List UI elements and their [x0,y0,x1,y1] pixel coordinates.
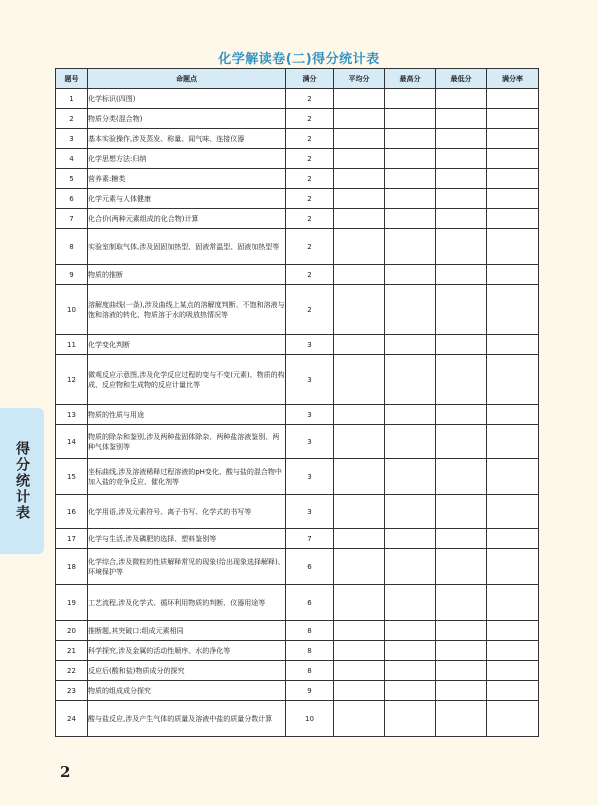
lowest-score-cell [436,335,487,355]
question-number-cell: 7 [56,209,88,229]
table-row [56,189,539,209]
table-row [56,285,539,335]
topic-cell: 物质的组成成分探究 [88,681,286,701]
full-score-cell: 2 [286,265,334,285]
topic-cell: 科学探究,涉及金属的活动性顺序、水的净化等 [88,641,286,661]
question-number-cell: 14 [56,425,88,459]
topic-cell: 基本实验操作,涉及蒸发、称量、闻气味、连接仪器 [88,129,286,149]
topic-cell: 工艺流程,涉及化学式、循环利用物质的判断、仪器用途等 [88,585,286,621]
full-score-rate-cell [487,661,539,681]
highest-score-cell [385,495,436,529]
full-score-rate-cell [487,459,539,495]
full-score-cell: 3 [286,355,334,405]
side-tab [0,408,44,554]
topic-cell: 物质的性质与用途 [88,405,286,425]
full-score-rate-cell [487,405,539,425]
highest-score-cell [385,425,436,459]
highest-score-cell [385,189,436,209]
full-score-rate-cell [487,641,539,661]
full-score-rate-cell [487,335,539,355]
full-score-rate-cell [487,285,539,335]
page-number: 2 [60,763,71,781]
average-score-cell [334,701,385,737]
lowest-score-cell [436,585,487,621]
average-score-cell [334,355,385,405]
topic-cell: 酸与盐反应,涉及产生气体的质量及溶液中盐的质量分数计算 [88,701,286,737]
question-number-cell: 12 [56,355,88,405]
full-score-cell: 6 [286,549,334,585]
highest-score-cell [385,621,436,641]
lowest-score-cell [436,89,487,109]
average-score-cell [334,495,385,529]
highest-score-cell [385,265,436,285]
average-score-cell [334,335,385,355]
question-number-cell: 16 [56,495,88,529]
full-score-rate-cell [487,129,539,149]
question-number-cell: 24 [56,701,88,737]
topic-cell: 推断题,其突破口:组成元素相同 [88,621,286,641]
full-score-cell: 3 [286,425,334,459]
lowest-score-cell [436,661,487,681]
table-row [56,641,539,661]
table-row [56,89,539,109]
highest-score-cell [385,681,436,701]
question-number-cell: 13 [56,405,88,425]
lowest-score-cell [436,459,487,495]
table-row [56,169,539,189]
full-score-rate-cell [487,681,539,701]
lowest-score-cell [436,549,487,585]
topic-cell: 物质的除杂和鉴别,涉及两种盐固体除杂、两种盐溶液鉴别、两种气体鉴别等 [88,425,286,459]
topic-cell: 物质分类(混合物) [88,109,286,129]
full-score-rate-cell [487,549,539,585]
topic-cell: 化学元素与人体健康 [88,189,286,209]
lowest-score-cell [436,189,487,209]
table-row [56,149,539,169]
table-row [56,355,539,405]
full-score-rate-cell [487,585,539,621]
full-score-rate-cell [487,621,539,641]
full-score-cell: 3 [286,335,334,355]
topic-cell: 化学与生活,涉及磷肥的选择、塑料鉴别等 [88,529,286,549]
full-score-cell: 9 [286,681,334,701]
topic-cell: 微观反应示意图,涉及化学反应过程的变与不变(元素)、物质的构成、反应物和生成物的反应计量比等 [88,355,286,405]
full-score-cell: 2 [286,229,334,265]
average-score-cell [334,285,385,335]
average-score-cell [334,621,385,641]
highest-score-cell [385,585,436,621]
full-score-rate-cell [487,495,539,529]
topic-cell: 化学变化判断 [88,335,286,355]
highest-score-cell [385,129,436,149]
full-score-cell: 10 [286,701,334,737]
question-number-cell: 6 [56,189,88,209]
full-score-cell: 7 [286,529,334,549]
average-score-cell [334,641,385,661]
table-row [56,701,539,737]
highest-score-cell [385,209,436,229]
question-number-cell: 1 [56,89,88,109]
topic-cell: 化学用语,涉及元素符号、离子书写、化学式的书写等 [88,495,286,529]
full-score-cell: 2 [286,169,334,189]
lowest-score-cell [436,355,487,405]
full-score-rate-cell [487,149,539,169]
lowest-score-cell [436,405,487,425]
question-number-cell: 5 [56,169,88,189]
highest-score-cell [385,149,436,169]
question-number-cell: 15 [56,459,88,495]
question-number-cell: 9 [56,265,88,285]
table-row [56,459,539,495]
question-number-cell: 10 [56,285,88,335]
highest-score-cell [385,549,436,585]
lowest-score-cell [436,285,487,335]
table-row [56,549,539,585]
lowest-score-cell [436,209,487,229]
average-score-cell [334,425,385,459]
full-score-rate-cell [487,355,539,405]
full-score-rate-cell [487,229,539,265]
column-header: 题号 [56,69,88,89]
page-title: 化学解读卷(二)得分统计表 [218,52,380,67]
highest-score-cell [385,661,436,681]
full-score-cell: 8 [286,661,334,681]
full-score-rate-cell [487,701,539,737]
lowest-score-cell [436,265,487,285]
lowest-score-cell [436,229,487,265]
full-score-cell: 3 [286,405,334,425]
full-score-cell: 3 [286,495,334,529]
highest-score-cell [385,701,436,737]
table-row [56,335,539,355]
question-number-cell: 2 [56,109,88,129]
lowest-score-cell [436,681,487,701]
column-header: 最低分 [436,69,487,89]
full-score-cell: 2 [286,109,334,129]
question-number-cell: 11 [56,335,88,355]
full-score-rate-cell [487,265,539,285]
full-score-cell: 6 [286,585,334,621]
average-score-cell [334,129,385,149]
question-number-cell: 23 [56,681,88,701]
topic-cell: 溶解度曲线(一条),涉及曲线上某点的溶解度判断、不饱和溶液与饱和溶液的转化、物质溶于水的吸放热情况等 [88,285,286,335]
question-number-cell: 4 [56,149,88,169]
column-header: 命题点 [88,69,286,89]
score-table [55,68,539,737]
topic-cell: 化学思想方法:归纳 [88,149,286,169]
average-score-cell [334,585,385,621]
table-row [56,661,539,681]
lowest-score-cell [436,169,487,189]
question-number-cell: 19 [56,585,88,621]
highest-score-cell [385,355,436,405]
topic-cell: 营养素:糖类 [88,169,286,189]
highest-score-cell [385,229,436,265]
topic-cell: 反应后(酸和盐)物质成分的探究 [88,661,286,681]
lowest-score-cell [436,109,487,129]
table-row [56,265,539,285]
table-row [56,681,539,701]
lowest-score-cell [436,425,487,459]
average-score-cell [334,405,385,425]
topic-cell: 化学标识(四图) [88,89,286,109]
question-number-cell: 20 [56,621,88,641]
highest-score-cell [385,285,436,335]
topic-cell: 化合价(两种元素组成的化合物)计算 [88,209,286,229]
highest-score-cell [385,641,436,661]
average-score-cell [334,209,385,229]
highest-score-cell [385,169,436,189]
average-score-cell [334,265,385,285]
topic-cell: 实验室制取气体,涉及固固加热型、固液常温型、固液加热型等 [88,229,286,265]
lowest-score-cell [436,495,487,529]
full-score-cell: 2 [286,285,334,335]
lowest-score-cell [436,701,487,737]
average-score-cell [334,169,385,189]
question-number-cell: 8 [56,229,88,265]
table-row [56,129,539,149]
highest-score-cell [385,335,436,355]
table-row [56,529,539,549]
full-score-cell: 2 [286,149,334,169]
table-row [56,495,539,529]
highest-score-cell [385,89,436,109]
column-header: 平均分 [334,69,385,89]
table-row [56,585,539,621]
side-tab-label: 得分统计表 [14,441,30,521]
full-score-rate-cell [487,189,539,209]
full-score-cell: 8 [286,621,334,641]
average-score-cell [334,189,385,209]
table-body [56,89,539,737]
table-row [56,621,539,641]
question-number-cell: 18 [56,549,88,585]
average-score-cell [334,229,385,265]
table-row [56,209,539,229]
average-score-cell [334,549,385,585]
lowest-score-cell [436,621,487,641]
full-score-rate-cell [487,89,539,109]
question-number-cell: 17 [56,529,88,549]
question-number-cell: 21 [56,641,88,661]
table-row [56,405,539,425]
lowest-score-cell [436,149,487,169]
full-score-rate-cell [487,209,539,229]
average-score-cell [334,149,385,169]
highest-score-cell [385,405,436,425]
question-number-cell: 22 [56,661,88,681]
lowest-score-cell [436,129,487,149]
column-header: 满分率 [487,69,539,89]
full-score-cell: 2 [286,189,334,209]
average-score-cell [334,529,385,549]
full-score-cell: 3 [286,459,334,495]
full-score-cell: 8 [286,641,334,661]
highest-score-cell [385,459,436,495]
average-score-cell [334,89,385,109]
full-score-cell: 2 [286,89,334,109]
full-score-rate-cell [487,169,539,189]
full-score-rate-cell [487,109,539,129]
question-number-cell: 3 [56,129,88,149]
average-score-cell [334,681,385,701]
average-score-cell [334,661,385,681]
topic-cell: 坐标曲线,涉及溶液稀释过程溶液的pH变化、酸与盐的混合物中加入盐的竞争反应、催化剂等 [88,459,286,495]
lowest-score-cell [436,529,487,549]
column-header: 满分 [286,69,334,89]
full-score-rate-cell [487,529,539,549]
average-score-cell [334,109,385,129]
highest-score-cell [385,529,436,549]
topic-cell: 物质的推断 [88,265,286,285]
table-row [56,109,539,129]
full-score-cell: 2 [286,129,334,149]
table-header-row [56,69,539,89]
full-score-rate-cell [487,425,539,459]
table-row [56,425,539,459]
highest-score-cell [385,109,436,129]
column-header: 最高分 [385,69,436,89]
lowest-score-cell [436,641,487,661]
average-score-cell [334,459,385,495]
topic-cell: 化学综合,涉及微粒的性质解释常见的现象(给出现象选择解释)、环境保护等 [88,549,286,585]
table-row [56,229,539,265]
full-score-cell: 2 [286,209,334,229]
